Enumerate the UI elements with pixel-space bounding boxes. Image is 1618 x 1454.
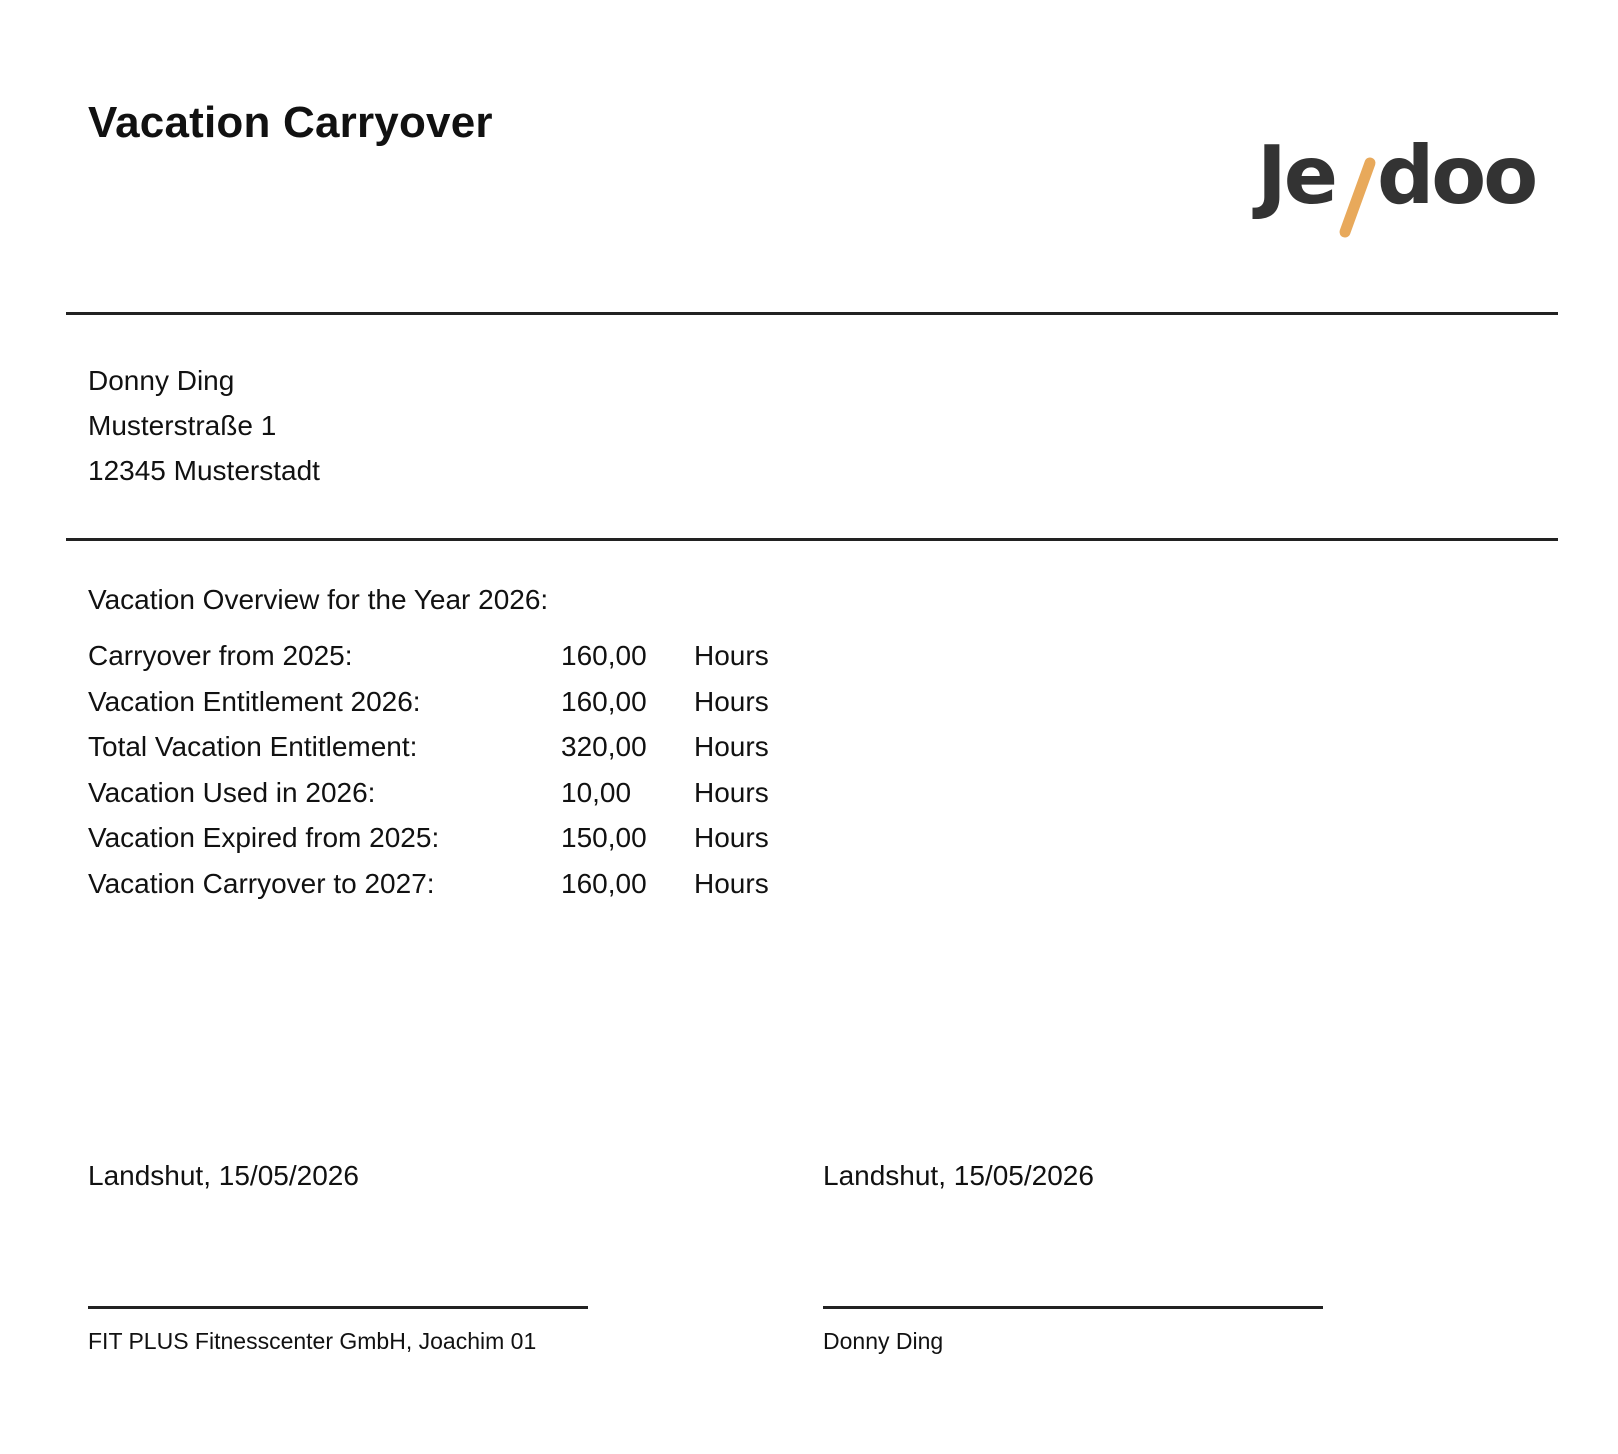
row-label: Vacation Carryover to 2027:	[88, 867, 435, 899]
row-unit: Hours	[694, 867, 769, 899]
vacation-table	[88, 640, 808, 913]
row-unit: Hours	[694, 822, 769, 853]
recipient-address	[88, 358, 320, 493]
table-row	[88, 868, 808, 914]
recipient-name: Donny Ding	[88, 365, 235, 396]
signature-line	[88, 1306, 588, 1309]
row-label: Total Vacation Entitlement:	[88, 731, 418, 762]
header-divider	[66, 312, 1558, 315]
row-label: Carryover from 2025:	[88, 640, 353, 671]
row-unit: Hours	[694, 776, 769, 808]
row-unit: Hours	[694, 685, 769, 717]
svg-text:doo: doo	[1377, 129, 1536, 222]
signature-line	[823, 1306, 1323, 1309]
signature-block-employee	[823, 1160, 1343, 1354]
signature-block-employer	[88, 1160, 608, 1354]
signature-place-date: Landshut, 15/05/2026	[88, 1160, 359, 1191]
table-row	[88, 686, 808, 732]
row-label: Vacation Entitlement 2026:	[88, 685, 421, 717]
row-value: 10,00	[561, 776, 632, 808]
signer-name: Donny Ding	[823, 1328, 944, 1354]
table-row	[88, 640, 808, 686]
signer-name: FIT PLUS Fitnesscenter GmbH, Joachim 01	[88, 1328, 537, 1354]
company-logo	[1255, 125, 1536, 250]
overview-heading: Vacation Overview for the Year 2026:	[88, 584, 549, 615]
table-row	[88, 731, 808, 777]
svg-text:Je: Je	[1257, 129, 1336, 222]
recipient-street: Musterstraße 1	[88, 410, 277, 441]
row-value: 150,00	[561, 822, 647, 853]
row-unit: Hours	[694, 640, 769, 671]
table-row	[88, 822, 808, 868]
recipient-city: 12345 Musterstadt	[88, 455, 320, 486]
row-unit: Hours	[694, 731, 769, 762]
row-value: 160,00	[561, 640, 647, 671]
document-title: Vacation Carryover	[88, 98, 493, 147]
row-label: Vacation Used in 2026:	[88, 776, 376, 808]
signature-place-date: Landshut, 15/05/2026	[823, 1160, 1094, 1191]
table-row	[88, 777, 808, 823]
jeydoo-logo-icon	[1255, 125, 1536, 250]
address-divider	[66, 538, 1558, 541]
row-value: 160,00	[561, 685, 647, 717]
row-value: 320,00	[561, 731, 647, 762]
row-label: Vacation Expired from 2025:	[88, 822, 440, 853]
row-value: 160,00	[561, 867, 647, 899]
